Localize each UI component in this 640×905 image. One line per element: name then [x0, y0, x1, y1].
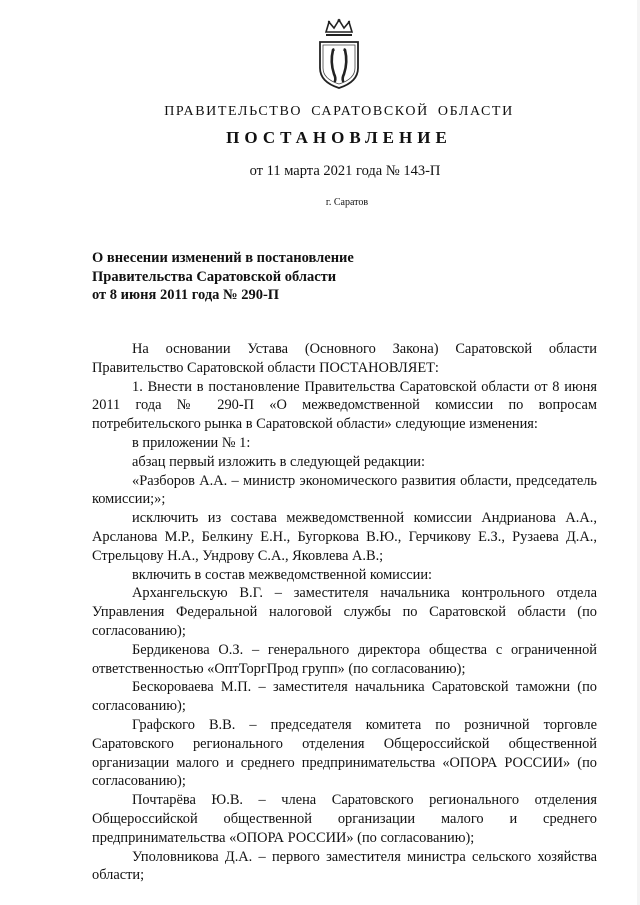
body-paragraph: включить в состав межведомственной комиссии: [132, 566, 433, 583]
body-paragraph: Почтарёва Ю.В. – члена Саратовского регионального отделения Общероссийской общественной организации малого и среднего предпринимательства «ОПОРА РОССИИ» (по согласованию); [92, 792, 597, 846]
subject-line: Правительства Саратовской области [92, 268, 337, 285]
body-paragraph: исключить из состава межведомственной комиссии Андрианова А.А., Арсланова М.Р., Белкину Е.Н., Бугоркова В.Ю., Герчикову Е.З., Рузаева Д.А., Стрельцову Н.А., Ундрову С.А., Яковлева А.В.; [92, 510, 597, 564]
body-paragraph: Бердикенова О.З. – генерального директора общества с ограниченной ответственностью «ОптТоргПрод групп» (по согласованию); [92, 641, 597, 677]
body-paragraph: Уполовникова Д.А. – первого заместителя министра сельского хозяйства области; [92, 848, 597, 884]
body-paragraph: На основании Устава (Основного Закона) Саратовской области Правительство Саратовской области ПОСТАНОВЛЯЕТ: [92, 341, 597, 376]
organization-name: ПРАВИТЕЛЬСТВО САРАТОВСКОЙ ОБЛАСТИ [164, 104, 514, 119]
body-paragraph: «Разборов А.А. – министр экономического развития области, председатель комиссии;»; [92, 472, 597, 508]
document-city: г. Саратов [325, 197, 369, 208]
body-paragraph: абзац первый изложить в следующей редакции: [132, 453, 426, 470]
document-body [92, 340, 597, 885]
body-paragraph: Бескороваева М.П. – заместителя начальника Саратовской таможни (по согласованию); [92, 679, 597, 715]
document-date-number: от 11 марта 2021 года № 143-П [249, 163, 441, 179]
document-subject [92, 249, 452, 305]
body-paragraph: в приложении № 1: [132, 434, 251, 451]
subject-line: О внесении изменений в постановление [92, 250, 354, 266]
subject-line: от 8 июня 2011 года № 290-П [92, 287, 280, 303]
body-paragraph: 1. Внести в постановление Правительства Саратовской области от 8 июня 2011 года № 290-П «О межведомственной комиссии по вопросам потребительского рынка в Саратовской области» следующие изменения: [92, 378, 597, 433]
body-paragraph: Графского В.В. – председателя комитета по розничной торговле Саратовского регионального отделения Общероссийской общественной организации малого и среднего предпринимательства «ОПОРА РОССИИ» (по согласованию); [92, 716, 597, 790]
body-paragraph: Архангельскую В.Г. – заместителя начальника контрольного отдела Управления Федеральной налоговой службы по Саратовской области (по согласованию); [92, 585, 597, 639]
document-type: ПОСТАНОВЛЕНИЕ [226, 128, 452, 147]
coat-of-arms-icon [316, 18, 362, 90]
